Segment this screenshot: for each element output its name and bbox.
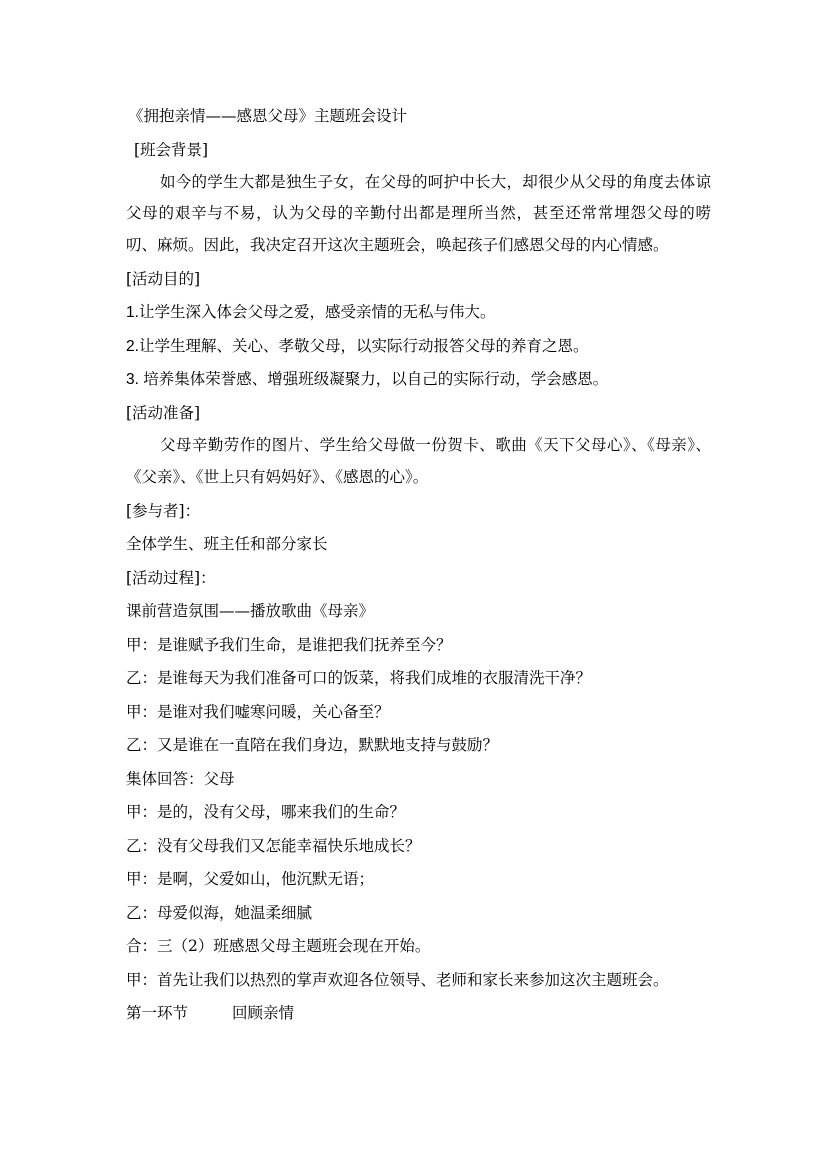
process-line: 甲：是的，没有父母，哪来我们的生命？ [126,803,406,822]
purpose-text: 培养集体荣誉感、增强班级凝聚力，以自己的实际行动，学会感恩。 [143,370,609,389]
process-line: 乙：母爱似海，她温柔细腻 [126,903,313,922]
background-heading: [班会背景] [134,140,209,159]
process-line: 乙：又是谁在一直陪在我们身边，默默地支持与鼓励？ [126,736,499,755]
document-page [126,100,711,1031]
purpose-number: 2. [126,337,139,355]
purpose-text: 让学生深入体会父母之爱，感受亲情的无私与伟大。 [138,303,496,322]
process-line: 集体回答：父母 [126,769,235,788]
process-line: 乙：是谁每天为我们准备可口的饭菜，将我们成堆的衣服清洗干净？ [126,669,592,688]
process-line: 甲：是谁对我们嘘寒问暖，关心备至？ [126,702,390,721]
section-label: 第一环节 [126,1004,189,1023]
process-line: 甲：是谁赋予我们生命，是谁把我们抚养至今？ [126,635,452,654]
section-heading [126,997,711,1031]
purpose-heading: [活动目的] [126,269,201,288]
participants-heading: [参与者]： [126,501,201,520]
process-line: 乙：没有父母我们又怎能幸福快乐地成长？ [126,836,421,855]
purpose-number: 1. [126,304,139,322]
process-heading: [活动过程]： [126,568,216,587]
purpose-item-3 [126,363,711,397]
process-line: 合：三（2）班感恩父母主题班会现在开始。 [126,937,431,956]
section-title: 回顾亲情 [232,1004,295,1023]
background-paragraph: 如今的学生大都是独生子女，在父母的呵护中长大，却很少从父母的角度去体谅父母的艰辛与不易，认为父母的辛勤付出都是理所当然，甚至还常常埋怨父母的唠叨、麻烦。因此，我决定召开这次主题班会，唤起孩子们感恩父母的内心情感。 [126,173,711,254]
process-line: 甲：是啊，父爱如山，他沉默无语； [126,870,375,889]
prep-heading: [活动准备] [126,403,201,422]
process-line: 甲：首先让我们以热烈的掌声欢迎各位领导、老师和家长来参加这次主题班会。 [126,970,669,989]
document-title: 《拥抱亲情——感恩父母》主题班会设计 [128,107,408,125]
purpose-item-1 [126,296,711,330]
purpose-text: 让学生理解、关心、孝敬父母，以实际行动报答父母的养育之恩。 [138,336,589,355]
process-line: 课前营造氛围——播放歌曲《母亲》 [126,602,375,621]
prep-paragraph: 父母辛勤劳作的图片、学生给父母做一份贺卡、歌曲《天下父母心》、《母亲》、《父亲》、《世上只有妈妈好》、《感恩的心》。 [126,436,711,486]
purpose-number: 3. [126,371,144,389]
purpose-item-2 [126,330,711,364]
participants-text: 全体学生、班主任和部分家长 [126,535,328,554]
